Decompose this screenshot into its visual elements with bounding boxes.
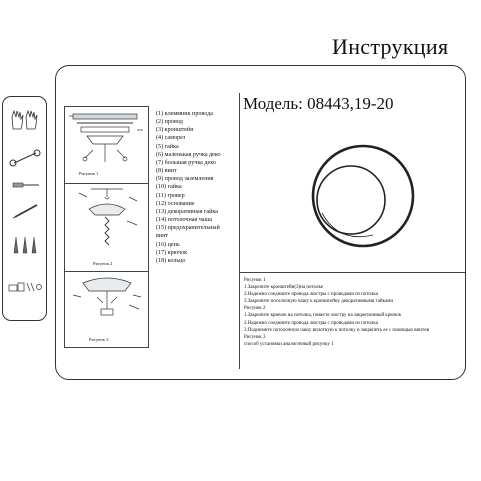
parts-list-item: (1) клеммник провода [156,111,213,117]
anchor-icon [14,237,36,253]
parts-list-item: (7) большая ручка деко [156,159,216,166]
parts-list-item: (5) гайка [156,143,179,150]
section-divider [239,272,465,273]
parts-list-item: (11) гровер [156,192,185,199]
instruction-line: 3.Закрепите потолочную чашу к кронштейну декоративными гайками [244,299,394,305]
pencil-icon [13,205,37,218]
parts-list-item: (9) провод заземления [156,176,214,183]
instruction-line: Рисунок 3 [244,334,266,340]
instruction-line: 2.Надежно соедините провода люстры с проводами из потолка [244,292,378,298]
page-title: Инструкция [332,34,449,59]
wrench-icon [10,150,40,166]
instructions-text [244,277,429,348]
instruction-line: Рисунок 2 [244,306,266,312]
parts-list-item: (4) саморез [156,135,186,142]
parts-list-item: (15) предохранительный [156,225,220,232]
figure-3-label: Рисунок 3 [89,337,109,342]
parts-list [156,110,221,265]
parts-list-item: (13) декоративная гайка [156,208,218,215]
instruction-line: 3.Поднимите потолочную чашу вплотную к потолку и закрепить ее с помощью винтов [244,327,429,333]
instruction-line: 1.Закрепите кронштейн(3)на потолке [244,285,323,291]
parts-list-item: (14) потолочная чаша [156,217,212,224]
screwdriver-icon [13,183,39,187]
figure-divider [65,271,148,272]
parts-list-item: винт [156,233,169,240]
figure-3-drawing [67,275,147,335]
instruction-line: 2.Надежно соедините провода люстры с проводами из потолка [244,320,378,326]
instruction-line: 1.Закрепите крючок на потолка, повесте люстру на закрепленный крючок [244,313,402,319]
parts-list-item: (6) маленькая ручка деко [156,151,221,158]
figure-2-label: Рисунок 2 [93,261,113,266]
parts-list-item: (10) гайка [156,184,182,191]
wall-lamp-drawing [308,143,418,253]
model-number: Модель: 08443,19-20 [243,94,394,113]
figure-1-label: Рисунок 1 [79,171,99,176]
figure-2-drawing [67,187,147,259]
figure-divider [65,183,148,184]
column-divider [239,93,240,369]
parts-list-item: (17) крючок [156,249,188,256]
instruction-line: Рисунок 1 [244,278,266,283]
parts-list-item: (12) основание [156,200,195,207]
instruction-line: способ установки аналогичный рисунку 1 [244,341,334,347]
parts-list-item: (16) цепь [156,241,180,248]
parts-list-item: (3) кронштейн [156,127,194,134]
gloves-icon [12,111,37,129]
parts-list-item: (18) кольцо [156,257,186,264]
tools-panel [2,96,47,321]
figures-column [64,106,149,348]
terminal-block-icon [9,283,42,291]
figure-1-drawing [67,110,147,172]
parts-list-item: (2) провод [156,119,183,126]
parts-list-item: (8) винт [156,168,177,175]
